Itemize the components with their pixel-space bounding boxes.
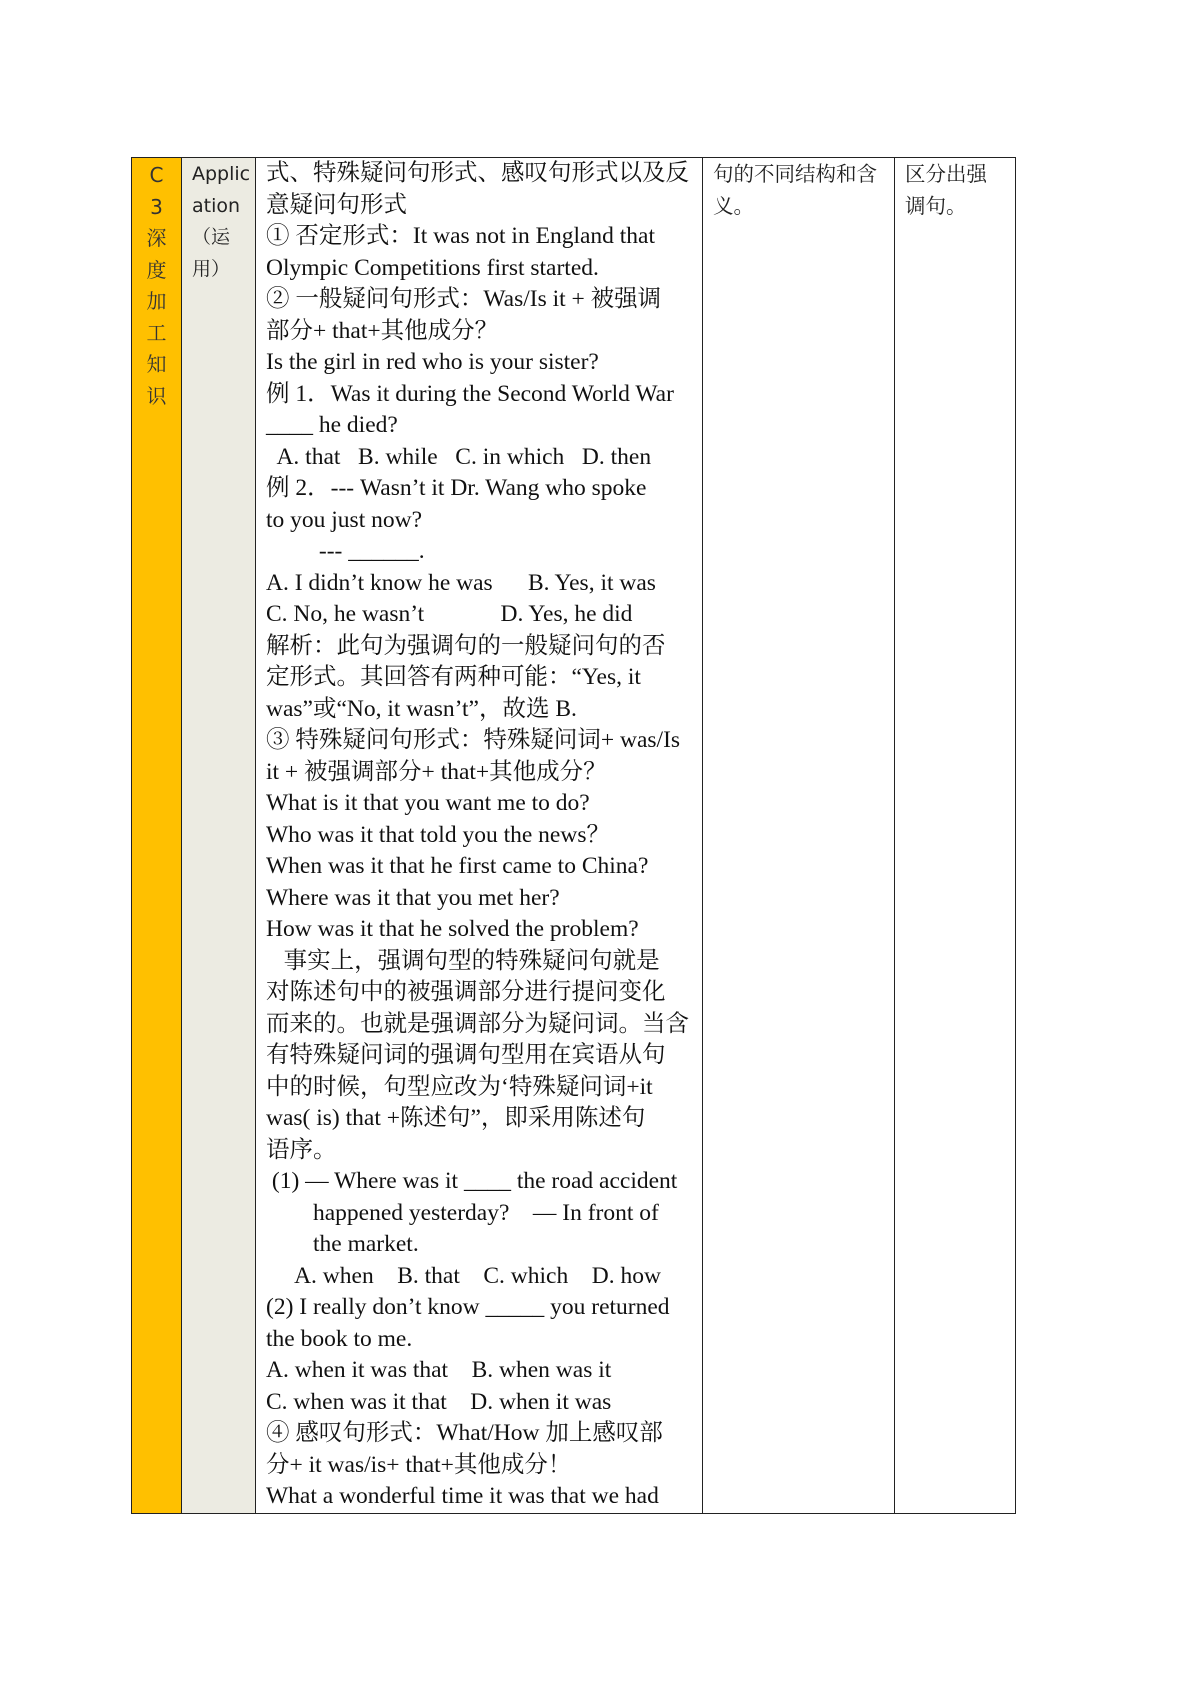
content-line: was( is) that +陈述句”，即采用陈述句 bbox=[266, 1105, 646, 1131]
content-line: C. when was it that D. when it was bbox=[266, 1388, 612, 1415]
module-code-cell bbox=[132, 158, 182, 1514]
objective-line: 义。 bbox=[713, 193, 754, 218]
content-line: 中的时候，句型应改为‘特殊疑问词+it bbox=[266, 1073, 653, 1100]
content-line: Is the girl in red who is your sister? bbox=[266, 349, 599, 375]
content-line: 部分+ that+其他成分？ bbox=[266, 317, 499, 344]
assessment-line: 区分出强 bbox=[905, 162, 987, 186]
content-line: the market. bbox=[266, 1231, 419, 1257]
level-line: ation bbox=[192, 194, 241, 217]
content-line: ② 一般疑问句形式：Was/Is it + 被强调 bbox=[266, 286, 662, 312]
content-line: 语序。 bbox=[266, 1136, 337, 1163]
assessment-text bbox=[895, 158, 1015, 222]
module-code-line: 深 bbox=[146, 226, 167, 250]
content-line: --- ______. bbox=[266, 538, 425, 564]
module-code-line: 度 bbox=[146, 257, 167, 282]
content-line: A. I didn’t know he was B. Yes, it was bbox=[266, 569, 656, 596]
content-line: 而来的。也就是强调部分为疑问词。当含 bbox=[266, 1010, 689, 1037]
module-code-text bbox=[132, 158, 181, 412]
content-line: 式、特殊疑问句形式、感叹句形式以及反 bbox=[266, 160, 689, 186]
content-line: ____ he died? bbox=[266, 412, 398, 438]
lesson-plan-table bbox=[131, 157, 1016, 1514]
content-line: Who was it that told you the news？ bbox=[266, 821, 610, 848]
content-line: 事实上，强调句型的特殊疑问句就是 bbox=[266, 947, 660, 974]
level-line: （运 bbox=[192, 226, 231, 248]
content-line: Olympic Competitions first started. bbox=[266, 254, 599, 281]
content-line: 分+ it was/is+ that+其他成分！ bbox=[266, 1451, 572, 1478]
content-line: 解析：此句为强调句的一般疑问句的否 bbox=[266, 632, 666, 659]
content-line: (2) I really don’t know _____ you returned bbox=[266, 1294, 670, 1320]
content-line: How was it that he solved the problem? bbox=[266, 916, 639, 942]
content-cell bbox=[256, 158, 703, 1514]
content-line: ③ 特殊疑问句形式：特殊疑问词+ was/Is bbox=[266, 727, 681, 753]
content-line: A. that B. while C. in which D. then bbox=[266, 443, 652, 470]
objective-line: 句的不同结构和含 bbox=[713, 162, 877, 186]
content-line: When was it that he first came to China? bbox=[266, 853, 649, 879]
content-line: 定形式。其回答有两种可能：“Yes, it bbox=[266, 664, 641, 690]
content-line: A. when B. that C. which D. how bbox=[266, 1262, 661, 1289]
objective-cell bbox=[703, 158, 895, 1514]
level-text bbox=[182, 158, 255, 285]
level-line: 用） bbox=[192, 257, 231, 280]
content-line: ④ 感叹句形式：What/How 加上感叹部 bbox=[266, 1420, 663, 1446]
module-code-line: 工 bbox=[146, 320, 167, 345]
content-line: What a wonderful time it was that we had bbox=[266, 1483, 659, 1509]
content-line: was”或“No, it wasn’t”，故选 B. bbox=[266, 695, 577, 722]
content-line: 对陈述句中的被强调部分进行提问变化 bbox=[266, 979, 666, 1005]
level-line: Applic bbox=[192, 163, 251, 185]
level-cell bbox=[182, 158, 256, 1514]
content-line: 有特殊疑问词的强调句型用在宾语从句 bbox=[266, 1042, 666, 1068]
module-code-line: 知 bbox=[146, 352, 167, 376]
content-line: 例 2．--- Wasn’t it Dr. Wang who spoke bbox=[266, 475, 647, 501]
table-row bbox=[132, 158, 1016, 1514]
content-line: C. No, he wasn’t D. Yes, he did bbox=[266, 601, 633, 627]
content-line: 例 1．Was it during the Second World War bbox=[266, 380, 674, 407]
content-line: ① 否定形式：It was not in England that bbox=[266, 223, 656, 249]
content-line: 意疑问句形式 bbox=[266, 191, 407, 218]
content-line: (1) — Where was it ____ the road accident bbox=[266, 1168, 678, 1194]
content-line: the book to me. bbox=[266, 1325, 413, 1352]
assessment-cell bbox=[895, 158, 1016, 1514]
content-line: to you just now? bbox=[266, 506, 423, 533]
objective-text bbox=[703, 158, 894, 222]
content-line: Where was it that you met her? bbox=[266, 884, 560, 911]
content-line: What is it that you want me to do? bbox=[266, 790, 590, 816]
module-code-line: 3 bbox=[150, 194, 163, 219]
content-line: A. when it was that B. when was it bbox=[266, 1357, 612, 1383]
module-code-line: 识 bbox=[146, 383, 167, 408]
module-code-line: C bbox=[149, 163, 164, 187]
content-line: it + 被强调部分+ that+其他成分？ bbox=[266, 758, 607, 785]
assessment-line: 调句。 bbox=[905, 193, 967, 218]
content-line: happened yesterday? — In front of bbox=[266, 1199, 659, 1226]
module-code-line: 加 bbox=[146, 289, 167, 313]
content-text bbox=[256, 158, 702, 1513]
